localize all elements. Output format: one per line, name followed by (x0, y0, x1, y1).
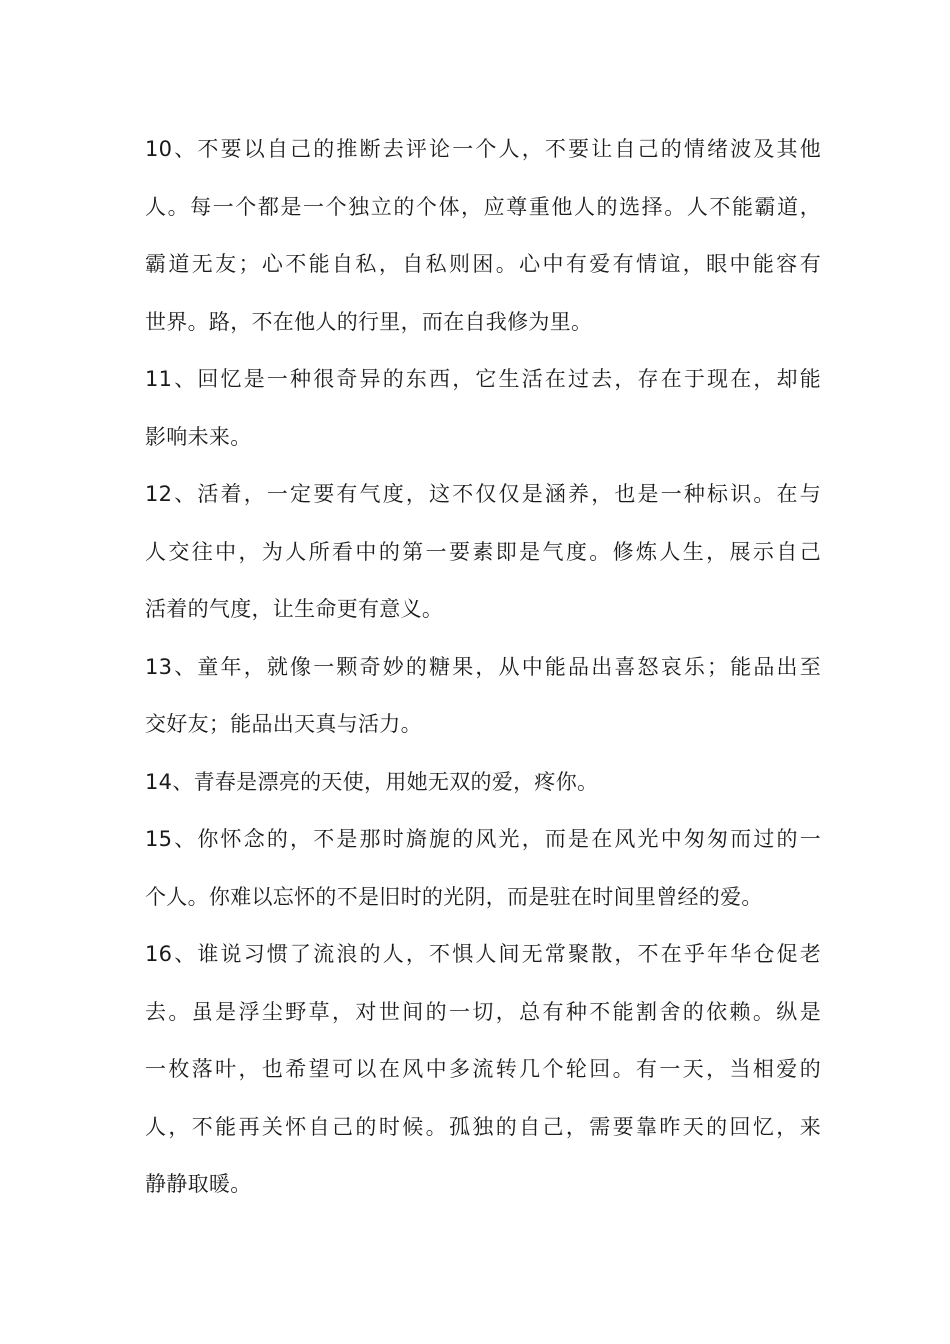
document-body (145, 121, 821, 1214)
paragraph-13 (145, 639, 821, 754)
text-line: 世界。路，不在他人的行里，而在自我修为里。 (145, 309, 593, 334)
paragraph-10 (145, 121, 821, 351)
text-line: 10、不要以自己的推断去评论一个人，不要让自己的情绪波及其他 (145, 137, 821, 161)
text-line: 11、回忆是一种很奇异的东西，它生活在过去，存在于现在，却能 (145, 367, 821, 391)
text-line: 活着的气度，让生命更有意义。 (145, 597, 444, 621)
paragraph-12 (145, 466, 821, 639)
text-line: 霸道无友；心不能自私，自私则困。心中有爱有情谊，眼中能容有 (145, 252, 821, 276)
paragraph-14 (145, 754, 821, 812)
text-line: 16、谁说习惯了流浪的人，不惧人间无常聚散，不在乎年华仓促老 (145, 942, 821, 966)
paragraph-16 (145, 926, 821, 1214)
text-line: 14、青春是漂亮的天使，用她无双的爱，疼你。 (145, 769, 599, 794)
text-line: 15、你怀念的，不是那时旖旎的风光，而是在风光中匆匆而过的一 (145, 827, 821, 851)
text-line: 影响未来。 (145, 424, 252, 449)
paragraph-15 (145, 811, 821, 926)
text-line: 去。虽是浮尘野草，对世间的一切，总有种不能割舍的依赖。纵是 (145, 999, 821, 1024)
text-line: 个人。你难以忘怀的不是旧时的光阴，而是驻在时间里曾经的爱。 (145, 884, 763, 909)
paragraph-11 (145, 351, 821, 466)
text-line: 12、活着，一定要有气度，这不仅仅是涵养，也是一种标识。在与 (145, 482, 821, 506)
text-line: 静静取暖。 (145, 1172, 252, 1196)
text-line: 人。每一个都是一个独立的个体，应尊重他人的选择。人不能霸道， (145, 194, 821, 219)
text-line: 交好友；能品出天真与活力。 (145, 712, 422, 736)
text-line: 一枚落叶，也希望可以在风中多流转几个轮回。有一天，当相爱的 (145, 1057, 821, 1081)
text-line: 人交往中，为人所看中的第一要素即是气度。修炼人生，展示自己 (145, 539, 821, 564)
text-line: 人，不能再关怀自己的时候。孤独的自己，需要靠昨天的回忆，来 (145, 1114, 821, 1139)
text-line: 13、童年，就像一颗奇妙的糖果，从中能品出喜怒哀乐；能品出至 (145, 654, 821, 679)
